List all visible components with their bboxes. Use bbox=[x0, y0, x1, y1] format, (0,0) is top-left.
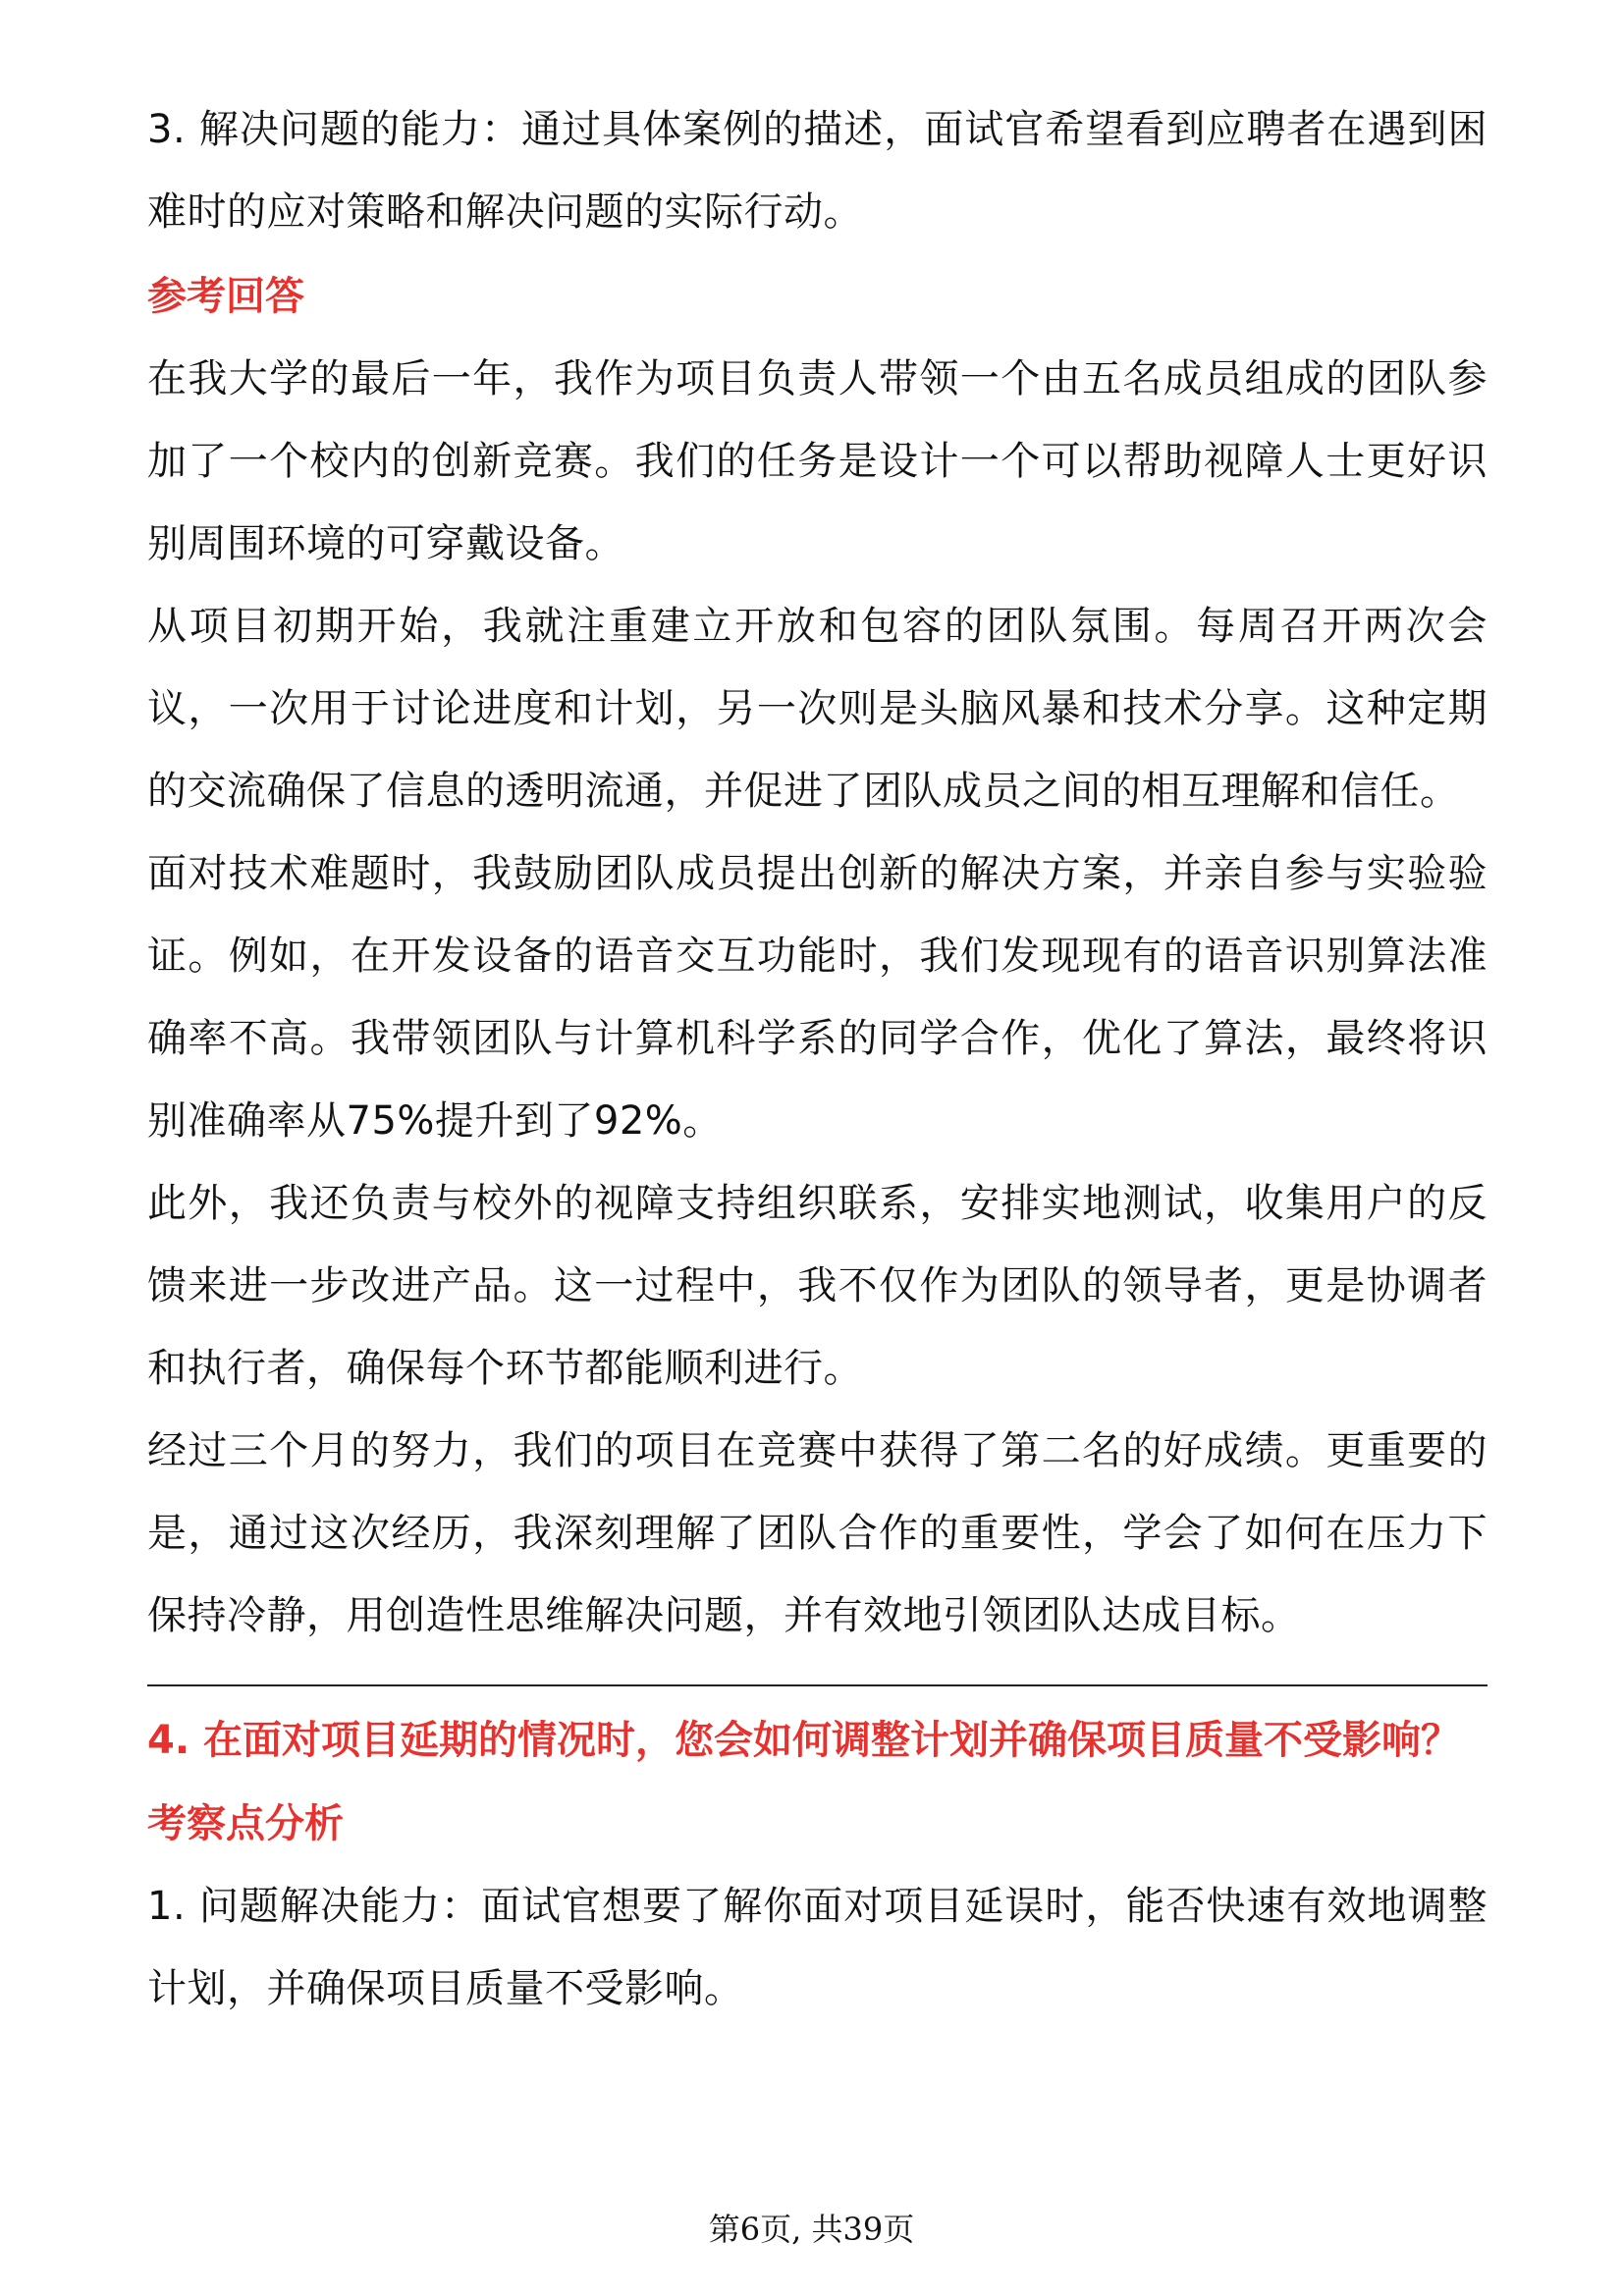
question-4-heading: 4. 在面对项目延期的情况时，您会如何调整计划并确保项目质量不受影响？ bbox=[147, 1718, 1460, 1763]
reference-paragraph-2: 从项目初期开始，我就注重建立开放和包容的团队氛围。每周召开两次会议，一次用于讨论进度和计划，另一次则是头脑风暴和技术分享。这种定期的交流确保了信息的透明流通，并促进了团队成员之间的相互理解和信任。 bbox=[147, 604, 1488, 814]
reference-paragraph-5: 经过三个月的努力，我们的项目在竞赛中获得了第二名的好成绩。更重要的是，通过这次经历，我深刻理解了团队合作的重要性，学会了如何在压力下保持冷静，用创造性思维解决问题，并有效地引领团队达成目标。 bbox=[147, 1428, 1488, 1638]
document-page bbox=[147, 88, 1488, 2030]
analysis-paragraph-1: 1. 问题解决能力：面试官想要了解你面对项目延误时，能否快速有效地调整计划，并确保项目质量不受影响。 bbox=[147, 1884, 1488, 2011]
analysis-heading: 考察点分析 bbox=[147, 1801, 344, 1846]
page-number-footer: 第6页, 共39页 bbox=[708, 2211, 915, 2248]
reference-paragraph-4: 此外，我还负责与校外的视障支持组织联系，安排实地测试，收集用户的反馈来进一步改进产品。这一过程中，我不仅作为团队的领导者，更是协调者和执行者，确保每个环节都能顺利进行。 bbox=[147, 1181, 1488, 1391]
reference-answer-heading: 参考回答 bbox=[147, 274, 304, 319]
section-divider bbox=[147, 1684, 1488, 1686]
reference-paragraph-3: 面对技术难题时，我鼓励团队成员提出创新的解决方案，并亲自参与实验验证。例如，在开发设备的语音交互功能时，我们发现现有的语音识别算法准确率不高。我带领团队与计算机科学系的同学合作，优化了算法，最终将识别准确率从75%提升到了92%。 bbox=[147, 851, 1488, 1144]
intro-point-3: 3. 解决问题的能力：通过具体案例的描述，面试官希望看到应聘者在遇到困难时的应对策略和解决问题的实际行动。 bbox=[147, 107, 1488, 235]
reference-paragraph-1: 在我大学的最后一年，我作为项目负责人带领一个由五名成员组成的团队参加了一个校内的创新竞赛。我们的任务是设计一个可以帮助视障人士更好识别周围环境的可穿戴设备。 bbox=[147, 356, 1488, 566]
